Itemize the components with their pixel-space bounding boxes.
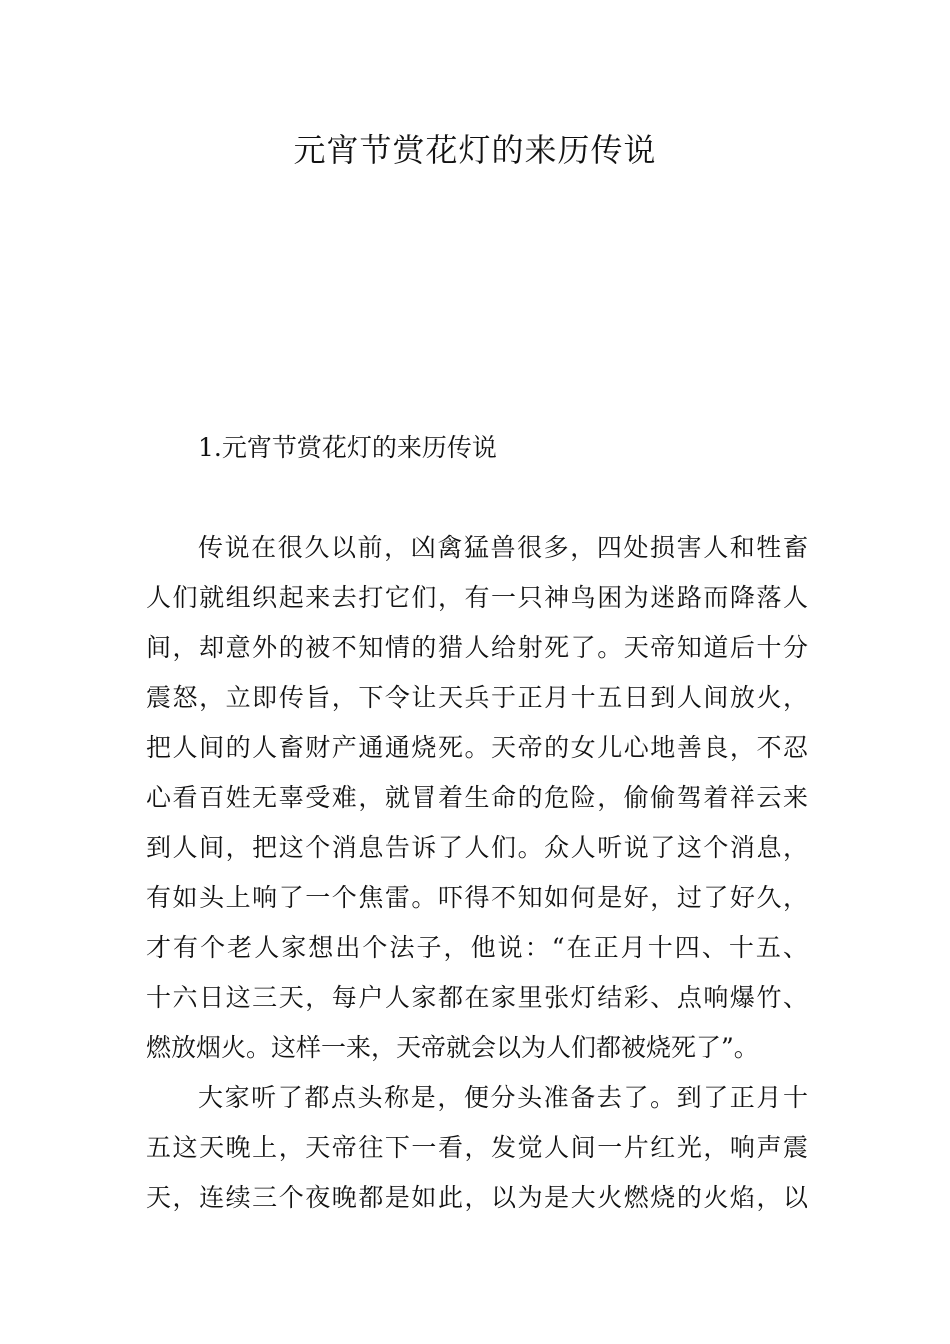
paragraph-line: 才有个老人家想出个法子，他说：“在正月十四、十五、 xyxy=(146,933,808,962)
paragraph-line: 人们就组织起来去打它们，有一只神鸟困为迷路而降落人 xyxy=(146,583,808,612)
paragraph-line: 到人间，把这个消息告诉了人们。众人听说了这个消息， xyxy=(146,833,808,862)
paragraph-line: 燃放烟火。这样一来，天帝就会以为人们都被烧死了”。 xyxy=(146,1033,759,1062)
paragraph-line: 十六日这三天，每户人家都在家里张灯结彩、点响爆竹、 xyxy=(146,983,808,1012)
paragraph-line: 把人间的人畜财产通通烧死。天帝的女儿心地善良，不忍 xyxy=(146,733,808,762)
paragraph-line: 传说在很久以前，凶禽猛兽很多，四处损害人和牲畜 xyxy=(198,533,808,562)
section-heading: 1.元宵节赏花灯的来历传说 xyxy=(198,433,497,462)
paragraph-line: 五这天晚上，天帝往下一看，发觉人间一片红光，响声震 xyxy=(146,1133,808,1162)
paragraph-line: 有如头上响了一个焦雷。吓得不知如何是好，过了好久， xyxy=(146,883,808,912)
paragraph-line: 心看百姓无辜受难，就冒着生命的危险，偷偷驾着祥云来 xyxy=(146,783,808,812)
paragraph-line: 天，连续三个夜晚都是如此，以为是大火燃烧的火焰，以 xyxy=(146,1183,808,1212)
paragraph-line: 大家听了都点头称是，便分头准备去了。到了正月十 xyxy=(198,1083,808,1112)
document-title: 元宵节赏花灯的来历传说 xyxy=(293,131,657,169)
paragraph-line: 震怒，立即传旨，下令让天兵于正月十五日到人间放火， xyxy=(146,683,808,712)
paragraph-line: 间，却意外的被不知情的猎人给射死了。天帝知道后十分 xyxy=(146,633,808,662)
